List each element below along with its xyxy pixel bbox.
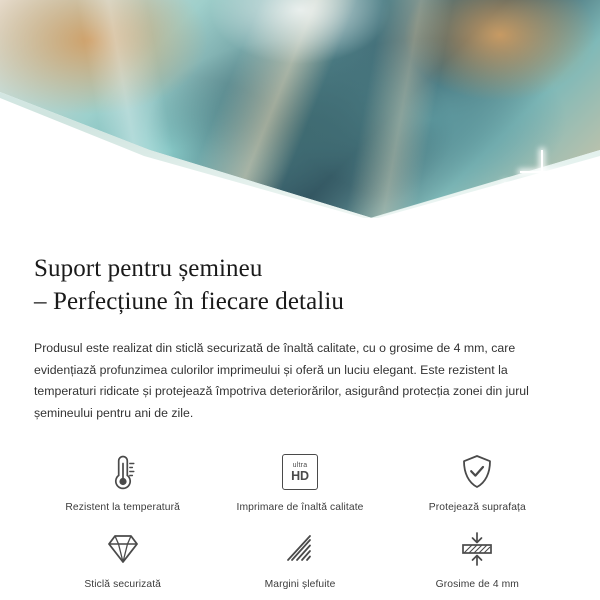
hero-image: [0, 0, 600, 218]
feature-item-print-quality: [211, 450, 388, 513]
feature-item-surface-protection: [389, 450, 566, 513]
feature-item-polished-edges: [211, 527, 388, 590]
feature-label: Rezistent la temperatură: [65, 502, 180, 514]
feature-item-thickness: [389, 527, 566, 590]
thickness-4mm-icon: [456, 527, 498, 571]
content-area: [0, 218, 600, 590]
feature-item-temperature: [34, 450, 211, 513]
feature-label: Imprimare de înaltă calitate: [236, 502, 364, 514]
polished-edges-icon: [280, 527, 320, 571]
sparkle-icon: [556, 176, 582, 202]
feature-label: Sticlă securizată: [84, 579, 161, 591]
page-title-line-1: Suport pentru șemineu: [34, 255, 263, 282]
page-title: [34, 252, 566, 318]
feature-label: Protejează suprafața: [428, 502, 526, 514]
feature-label: Grosime de 4 mm: [435, 579, 519, 591]
diamond-icon: [103, 527, 143, 571]
thermometer-icon: [104, 450, 142, 494]
sparkle-icon: [496, 182, 514, 200]
feature-grid: [34, 450, 566, 590]
ultra-hd-badge-bottom: HD: [291, 468, 309, 483]
marble-gold-veins-overlay: [0, 0, 600, 218]
feature-label: Margini șlefuite: [264, 579, 336, 591]
feature-item-tempered-glass: [34, 527, 211, 590]
description-paragraph: Produsul este realizat din sticlă securizată de înaltă calitate, cu o grosime de 4 mm, care evidențiază profunzimea culorilor imprimeului și oferă un luciu elegant. Este rezistent la temperaturi ridicate și protejează împotriva deteriorărilor, asigurând protecția zonei din jurul șemineului pentru ani de zile.: [34, 341, 529, 420]
ultra-hd-icon: [282, 450, 318, 494]
page-title-line-2: – Perfecțiune în fiecare detaliu: [34, 288, 344, 315]
shield-check-icon: [458, 450, 496, 494]
ultra-hd-badge-top: ultra: [292, 461, 308, 469]
